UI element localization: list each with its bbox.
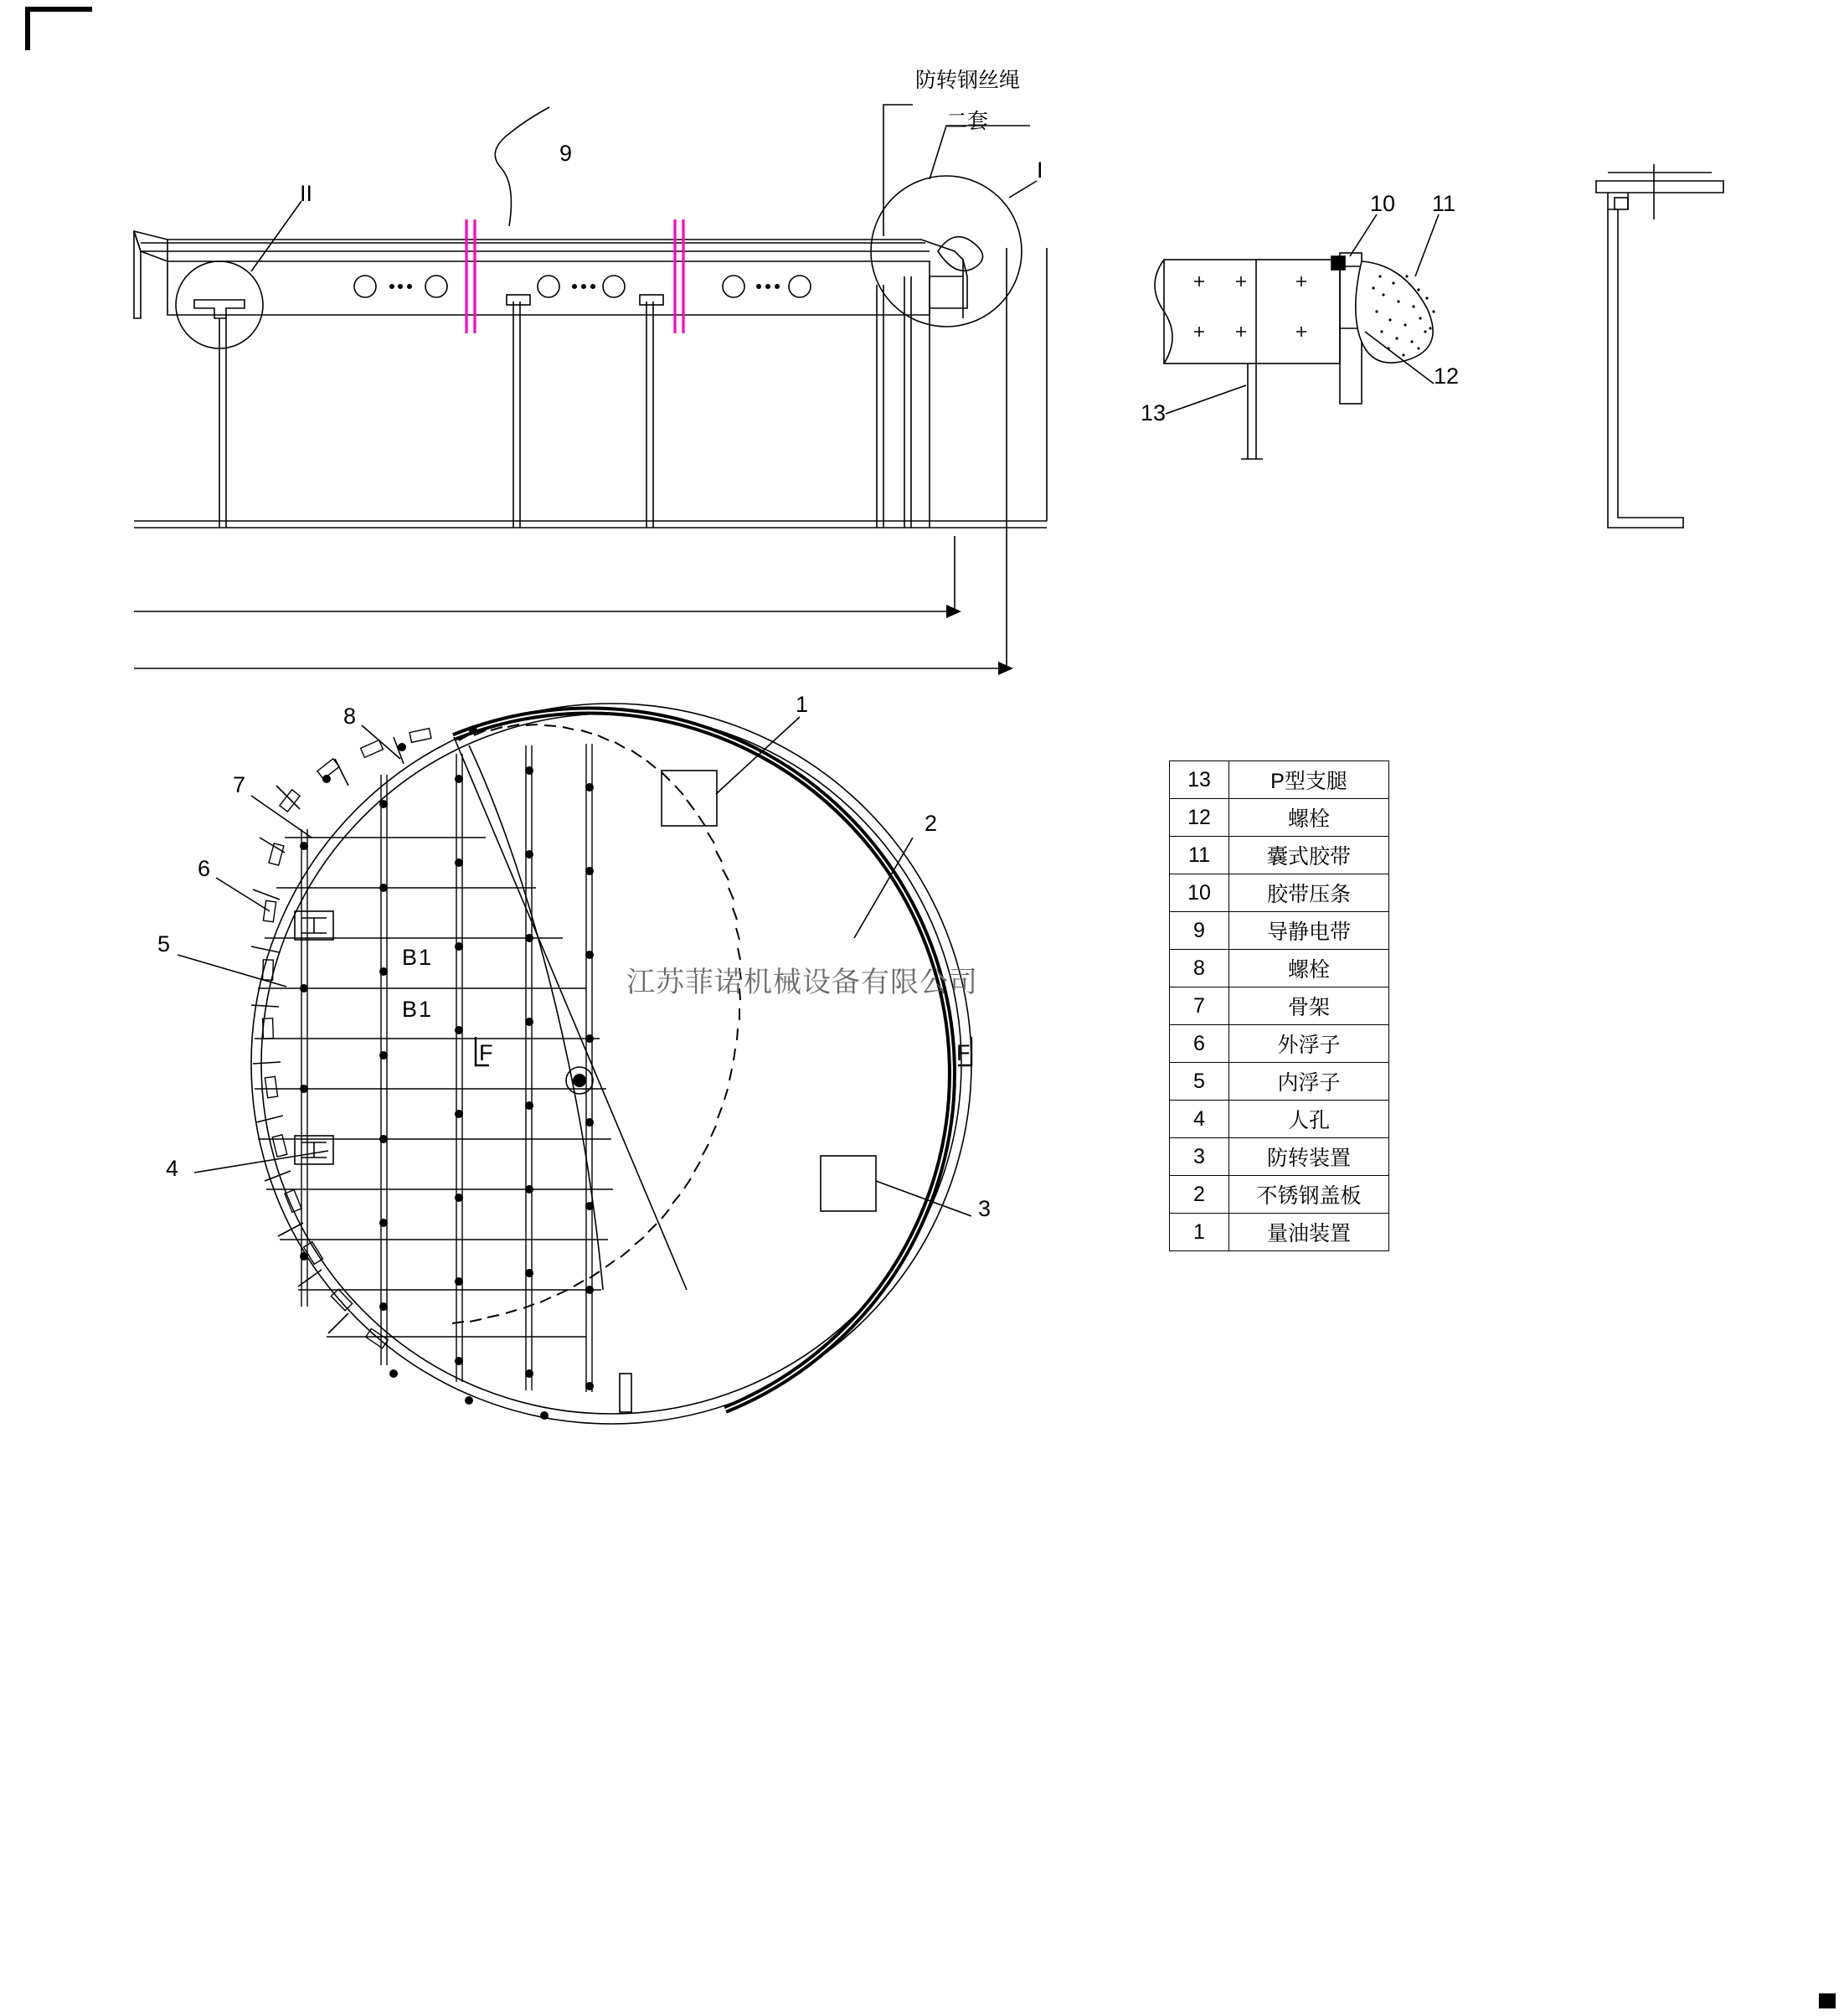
callout-4: 4: [166, 1156, 179, 1181]
part-no: 13: [1170, 761, 1229, 799]
table-row: [1170, 1138, 1389, 1176]
part-no: 8: [1170, 950, 1229, 987]
part-no: 2: [1170, 1176, 1229, 1214]
part-name: 防转装置: [1229, 1138, 1389, 1176]
part-name: 胶带压条: [1229, 874, 1389, 912]
table-row: [1170, 761, 1389, 799]
callout-7: 7: [233, 772, 246, 797]
note-anti-rotation-rope: 防转钢丝绳: [915, 69, 1021, 92]
part-name: 骨架: [1229, 987, 1389, 1025]
table-row: [1170, 874, 1389, 912]
highlight-marks: [466, 219, 683, 333]
section-mark-F-right: F: [956, 1040, 971, 1065]
callout-8: 8: [343, 704, 357, 729]
table-row: [1170, 987, 1389, 1025]
callout-12: 12: [1434, 363, 1460, 389]
part-no: 5: [1170, 1063, 1229, 1101]
company-watermark: 江苏菲诺机械设备有限公司: [626, 967, 978, 998]
table-row: [1170, 1101, 1389, 1138]
callout-11: 11: [1432, 191, 1456, 216]
manhole: [295, 911, 333, 1164]
table-row: [1170, 1025, 1389, 1063]
part-name: 螺栓: [1229, 950, 1389, 987]
part-no: 7: [1170, 987, 1229, 1025]
detail-I-view: [1155, 214, 1439, 459]
part-name: 导静电带: [1229, 912, 1389, 950]
part-no: 4: [1170, 1101, 1229, 1138]
part-name: 外浮子: [1229, 1025, 1389, 1063]
callout-box-1: [662, 771, 717, 826]
p-leg-section-view: [1596, 164, 1723, 528]
bolt-dots: [300, 726, 594, 1420]
callout-6: 6: [198, 856, 211, 881]
callout-box-3: [821, 1156, 876, 1211]
part-no: 11: [1170, 837, 1229, 874]
callout-detail-II: II: [300, 181, 313, 206]
callout-9: 9: [559, 141, 573, 166]
part-no: 10: [1170, 874, 1229, 912]
note-anti-rotation-rope-qty: 二套: [946, 110, 989, 133]
callout-5: 5: [157, 931, 171, 956]
part-no: 9: [1170, 912, 1229, 950]
callout-2: 2: [925, 811, 938, 836]
support-legs: [219, 276, 930, 528]
part-no: 6: [1170, 1025, 1229, 1063]
table-row: [1170, 950, 1389, 987]
panel-label-b1-lower: B1: [402, 997, 434, 1022]
callout-13: 13: [1141, 400, 1167, 425]
part-name: 量油装置: [1229, 1214, 1389, 1251]
part-name: P型支腿: [1229, 761, 1389, 799]
part-name: 囊式胶带: [1229, 837, 1389, 874]
center-drain: [566, 1067, 593, 1094]
elevation-view: [134, 105, 1047, 675]
part-name: 人孔: [1229, 1101, 1389, 1138]
deck-holes: [354, 276, 811, 297]
part-no: 12: [1170, 799, 1229, 837]
parts-list-body: [1170, 761, 1389, 1251]
table-row: [1170, 1176, 1389, 1214]
section-mark-F: [476, 1037, 971, 1065]
parts-list-table: [1169, 761, 1389, 1251]
callout-10: 10: [1370, 191, 1396, 216]
part-name: 螺栓: [1229, 799, 1389, 837]
table-row: [1170, 799, 1389, 837]
plan-view: [178, 704, 971, 1424]
table-row: [1170, 1063, 1389, 1101]
part-name: 内浮子: [1229, 1063, 1389, 1101]
section-mark-F-left: F: [479, 1040, 493, 1065]
page-corner-marks: [25, 7, 1836, 2008]
part-name: 不锈钢盖板: [1229, 1176, 1389, 1214]
deck-framing: [255, 744, 613, 1392]
bolt-marks: [1194, 276, 1306, 337]
callout-1: 1: [796, 692, 809, 717]
callout-3: 3: [978, 1196, 992, 1221]
part-no: 1: [1170, 1214, 1229, 1251]
table-row: [1170, 837, 1389, 874]
part-no: 3: [1170, 1138, 1229, 1176]
table-row: [1170, 912, 1389, 950]
table-row: [1170, 1214, 1389, 1251]
callout-detail-I: I: [1037, 157, 1043, 183]
panel-label-b1-upper: B1: [402, 945, 434, 970]
